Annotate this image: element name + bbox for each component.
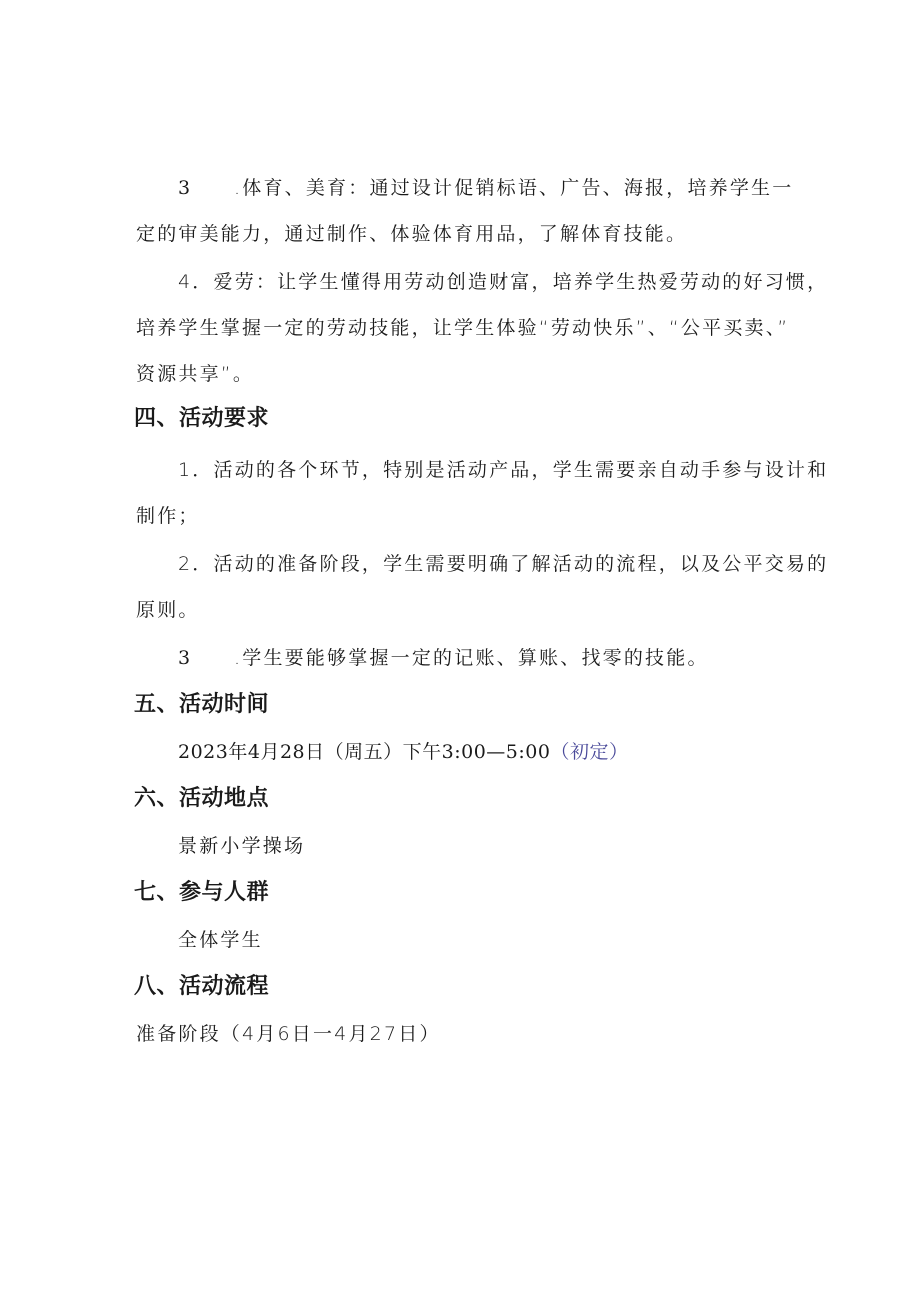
item-3-number: 3: [178, 177, 191, 199]
req-item-2-line-2: 原则。: [136, 599, 200, 621]
heading-requirements: 四、活动要求: [134, 406, 270, 431]
req-item-3-line: [178, 646, 709, 670]
item-4-line-2: 培养学生掌握一定的劳动技能，让学生体验“劳动快乐”、“公平买卖、”: [136, 317, 790, 339]
item-4-line-1: 4．爱劳：让学生懂得用劳动创造财富，培养学生热爱劳动的好习惯，: [178, 271, 829, 293]
req-item-3-number: 3: [178, 647, 191, 669]
process-stage-1: 准备阶段（4月6日一4月27日）: [136, 1023, 441, 1045]
req-item-2-line-1: 2．活动的准备阶段，学生需要明确了解活动的流程，以及公平交易的: [178, 553, 829, 575]
time-value-line: [178, 740, 628, 764]
item-3-line-2: 定的审美能力，通过制作、体验体育用品，了解体育技能。: [136, 223, 688, 245]
item-4-line-3: 资源共享”。: [136, 363, 255, 385]
item-3-text: .体育、美育：通过设计促销标语、广告、海报，培养学生一: [234, 177, 794, 199]
req-item-1-line-2: 制作；: [136, 505, 200, 527]
heading-location: 六、活动地点: [134, 786, 270, 811]
heading-time: 五、活动时间: [134, 692, 270, 717]
time-value: 2023年4月28日（周五）下午3:00—5:00: [178, 741, 551, 763]
item-3-line-1: [178, 176, 793, 200]
heading-process: 八、活动流程: [134, 974, 270, 999]
req-item-1-line-1: 1．活动的各个环节，特别是活动产品，学生需要亲自动手参与设计和: [178, 459, 829, 481]
participants-value: 全体学生: [178, 929, 263, 951]
location-value: 景新小学操场: [178, 835, 306, 857]
req-item-3-text: .学生要能够掌握一定的记账、算账、找零的技能。: [234, 647, 709, 669]
time-note: （初定）: [550, 741, 629, 763]
heading-participants: 七、参与人群: [134, 880, 270, 905]
